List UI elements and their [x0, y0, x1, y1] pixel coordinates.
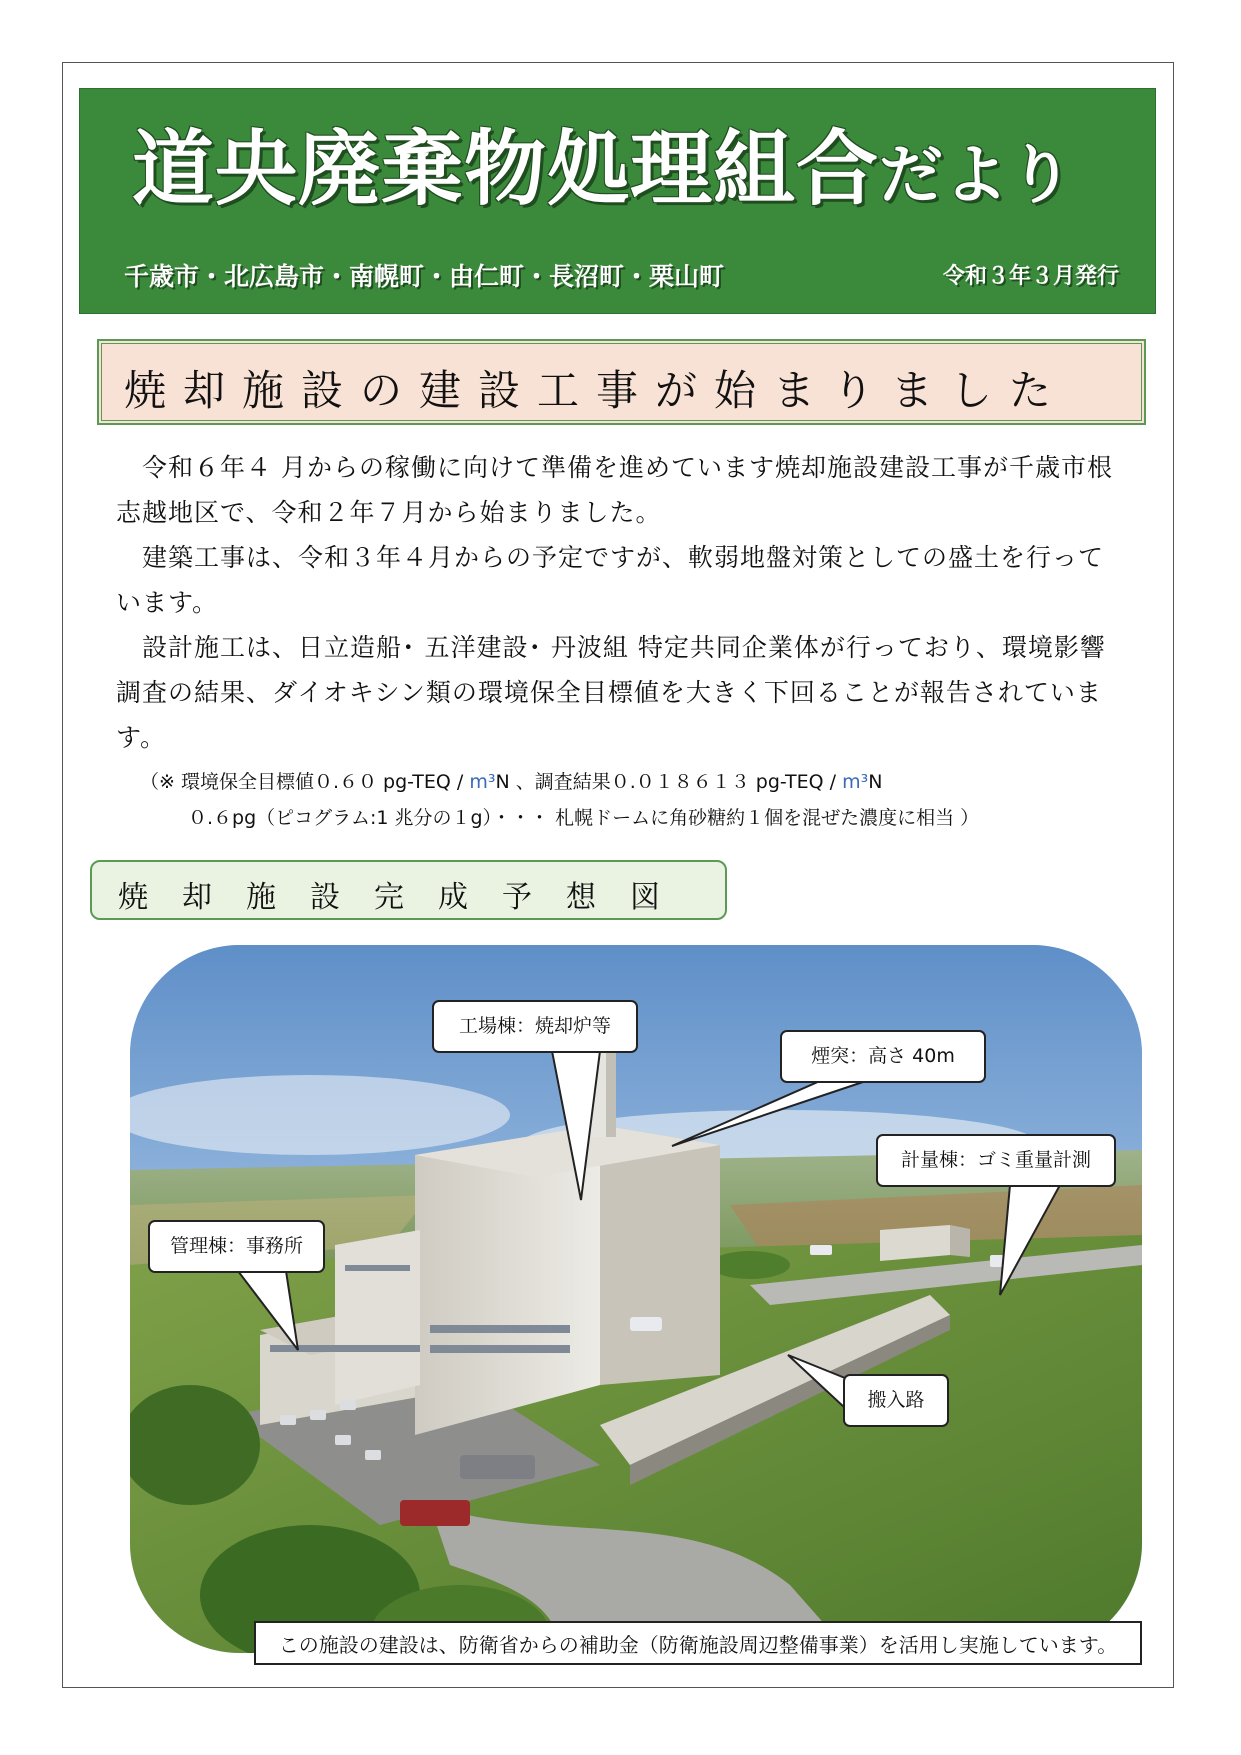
paragraph-2: 建築工事は、令和３年４月からの予定ですが、軟弱地盤対策としての盛土を行っています。 — [116, 543, 1105, 617]
access-road-callout: 搬入路 — [843, 1374, 949, 1427]
admin-building-callout: 管理棟：事務所 — [148, 1220, 325, 1273]
paragraph-1: 令和６年４ 月からの稼働に向けて準備を進めています焼却施設建設工事が千歳市根志越地区で、令和２年７月から始まりました。 — [116, 453, 1113, 527]
note-line-1 — [140, 767, 882, 794]
note-text: N 、調査結果０.０１８６１３ pg-TEQ / — [495, 771, 843, 793]
headline-box — [98, 340, 1145, 424]
paragraph-3: 設計施工は、日立造船･ 五洋建設･ 丹波組 特定共同企業体が行っており、環境影響調査の結果、ダイオキシン類の環境保全目標値を大きく下回ることが報告されています。 — [116, 633, 1106, 752]
article-body — [116, 445, 1126, 760]
rendering-section-title-box — [90, 860, 727, 920]
headline: 焼却施設の建設工事が始まりました — [124, 366, 1069, 415]
factory-building-callout: 工場棟：焼却炉等 — [432, 1000, 638, 1053]
newsletter-banner — [79, 88, 1156, 314]
facility-rendering-image — [130, 945, 1142, 1653]
newsletter-title — [132, 122, 1075, 217]
note-line-2: ０.６pg（ピコグラム:1 兆分の１g）・・・ 札幌ドームに角砂糖約１個を混ぜた濃度に相当 ） — [188, 807, 980, 829]
weighing-building-callout: 計量棟：ゴミ重量計測 — [876, 1134, 1116, 1187]
note-text: N — [868, 771, 883, 793]
note-unit: m³ — [469, 771, 496, 793]
facility-rendering — [130, 945, 1142, 1653]
rendering-section-title: 焼却施設完成予想図 — [118, 880, 694, 915]
note-unit: m³ — [842, 771, 869, 793]
title-main: 道央廃棄物処理組合 — [132, 122, 880, 217]
subsidy-note: この施設の建設は、防衛省からの補助金（防衛施設周辺整備事業）を活用し実施しています。 — [254, 1621, 1142, 1665]
chimney-callout: 煙突：高さ 40m — [780, 1030, 986, 1083]
title-suffix: だより — [879, 139, 1075, 213]
note-text: （※ 環境保全目標値０.６０ pg-TEQ / — [140, 771, 470, 793]
issue-date: 令和３年３月発行 — [942, 264, 1119, 289]
municipalities: 千歳市・北広島市・南幌町・由仁町・長沼町・栗山町 — [124, 262, 725, 291]
